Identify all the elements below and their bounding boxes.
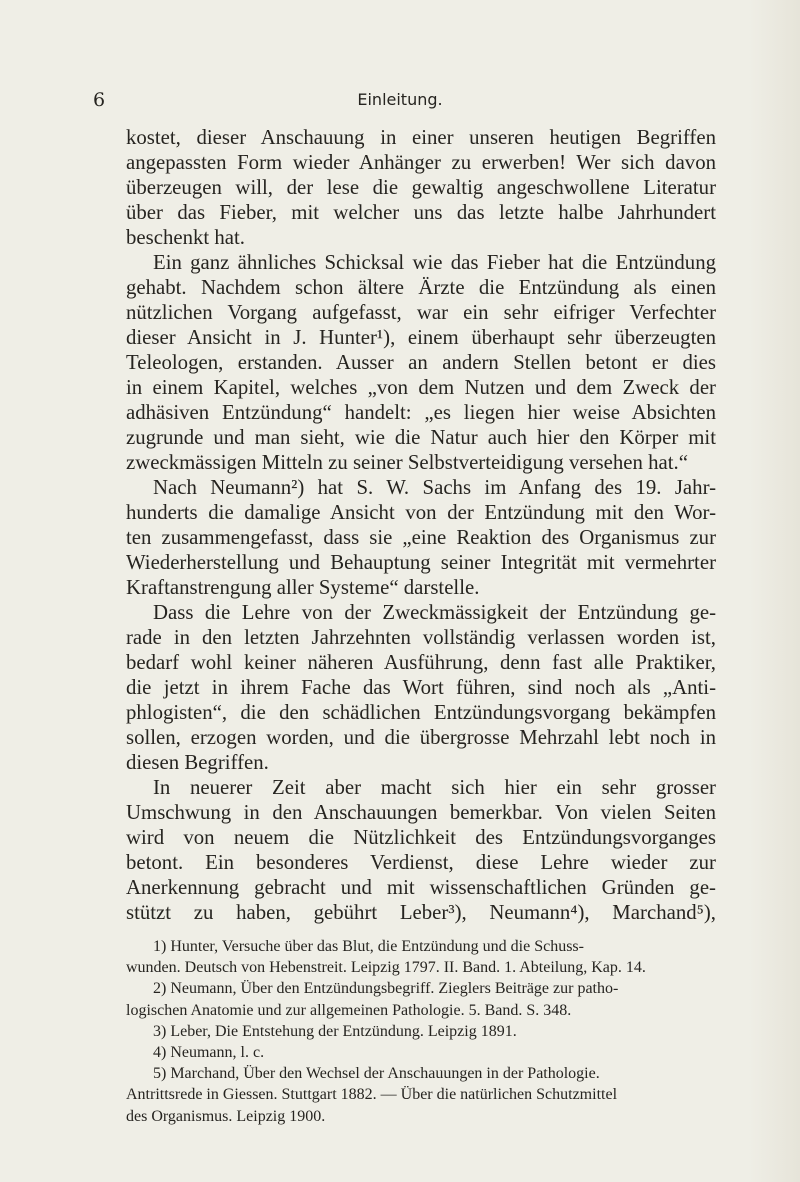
- footnote-line: 3) Leber, Die Entstehung der Entzündung. Leipzig 1891.: [153, 1022, 517, 1040]
- footnote-4: [126, 1042, 716, 1063]
- text-line: angepassten Form wieder Anhänger zu erwerben! Wer sich davon: [126, 151, 716, 174]
- text-line: zweckmässigen Mitteln zu seiner Selbstverteidigung versehen hat.“: [126, 451, 688, 474]
- footnote-line: 2) Neumann, Über den Entzündungsbegriff. Zieglers Beiträge zur patho-: [153, 980, 619, 998]
- footnote-line: 4) Neumann, l. c.: [153, 1044, 265, 1062]
- text-line: in einem Kapitel, welches „von dem Nutzen und dem Zweck der: [126, 376, 716, 399]
- text-line: gehabt. Nachdem schon ältere Ärzte die Entzündung als einen: [126, 276, 716, 299]
- footnote-5: [126, 1063, 716, 1127]
- paragraph-3: [126, 475, 716, 600]
- footnote-line: wunden. Deutsch von Hebenstreit. Leipzig 1797. II. Band. 1. Abteilung, Kap. 14.: [126, 959, 646, 977]
- text-line: Wiederherstellung und Behauptung seiner Integrität mit vermehrter: [126, 551, 716, 574]
- body-text: [126, 125, 716, 925]
- page-number: 6: [93, 89, 106, 111]
- footnote-3: [126, 1021, 716, 1042]
- text-line: Anerkennung gebracht und mit wissenschaftlichen Gründen ge-: [126, 876, 716, 899]
- text-line: überzeugen will, der lese die gewaltig angeschwollene Literatur: [126, 176, 716, 199]
- text-line: sollen, erzogen worden, und die übergrosse Mehrzahl lebt noch in: [126, 726, 716, 749]
- footnote-2: [126, 978, 716, 1020]
- paragraph-4: [126, 600, 716, 775]
- page-header: [0, 88, 800, 112]
- text-line: diesen Begriffen.: [126, 751, 269, 774]
- text-line: beschenkt hat.: [126, 226, 245, 249]
- text-line: rade in den letzten Jahrzehnten vollständig verlassen worden ist,: [126, 626, 716, 649]
- footnote-line: 5) Marchand, Über den Wechsel der Anschauungen in der Pathologie.: [153, 1065, 600, 1083]
- text-line: phlogisten“, die den schädlichen Entzündungsvorgang bekämpfen: [126, 701, 716, 724]
- text-line: Ein ganz ähnliches Schicksal wie das Fieber hat die Entzündung: [153, 251, 716, 274]
- text-line: adhäsiven Entzündung“ handelt: „es liegen hier weise Absichten: [126, 401, 716, 424]
- footnote-line: logischen Anatomie und zur allgemeinen Pathologie. 5. Band. S. 348.: [126, 1001, 572, 1019]
- text-line: Teleologen, erstanden. Ausser an andern Stellen betont er dies: [126, 351, 716, 374]
- paragraph-2: [126, 250, 716, 475]
- text-line: Kraftanstrengung aller Systeme“ darstelle.: [126, 576, 480, 599]
- paragraph-5: [126, 775, 716, 925]
- text-line: zugrunde und man sieht, wie die Natur auch hier den Körper mit: [126, 426, 716, 449]
- text-line: ten zusammengefasst, dass sie „eine Reaktion des Organismus zur: [126, 526, 716, 549]
- footnote-line: 1) Hunter, Versuche über das Blut, die Entzündung und die Schuss-: [153, 938, 584, 955]
- text-line: stützt zu haben, gebührt Leber³), Neumann⁴), Marchand⁵),: [126, 901, 716, 924]
- text-line: kostet, dieser Anschauung in einer unseren heutigen Begriffen: [126, 126, 716, 149]
- text-line: Nach Neumann²) hat S. W. Sachs im Anfang des 19. Jahr-: [153, 476, 716, 499]
- text-line: hunderts die damalige Ansicht von der Entzündung mit den Wor-: [126, 501, 716, 524]
- footnote-1: [126, 936, 716, 978]
- text-line: Umschwung in den Anschauungen bemerkbar. Von vielen Seiten: [126, 801, 716, 824]
- text-line: In neuerer Zeit aber macht sich hier ein sehr grosser: [153, 776, 716, 799]
- text-line: betont. Ein besonderes Verdienst, diese Lehre wieder zur: [126, 851, 716, 874]
- text-line: Dass die Lehre von der Zweckmässigkeit der Entzündung ge-: [153, 601, 716, 624]
- footnote-line: Antrittsrede in Giessen. Stuttgart 1882. — Über die natürlichen Schutzmittel: [126, 1086, 618, 1104]
- text-line: dieser Ansicht in J. Hunter¹), einem überhaupt sehr überzeugten: [126, 326, 716, 349]
- text-line: über das Fieber, mit welcher uns das letzte halbe Jahrhundert: [126, 201, 716, 224]
- text-line: die jetzt in ihrem Fache das Wort führen, sind noch als „Anti-: [126, 676, 716, 699]
- text-line: bedarf wohl keiner näheren Ausführung, denn fast alle Praktiker,: [126, 651, 716, 674]
- footnotes: [126, 936, 716, 1127]
- page-edge-shadow: [748, 0, 800, 1182]
- text-line: wird von neuem die Nützlichkeit des Entzündungsvorganges: [126, 826, 716, 849]
- footnote-line: des Organismus. Leipzig 1900.: [126, 1107, 326, 1125]
- paragraph-1: [126, 125, 716, 250]
- text-line: nützlichen Vorgang aufgefasst, war ein sehr eifriger Verfechter: [126, 301, 716, 324]
- running-title: Einleitung.: [357, 90, 443, 109]
